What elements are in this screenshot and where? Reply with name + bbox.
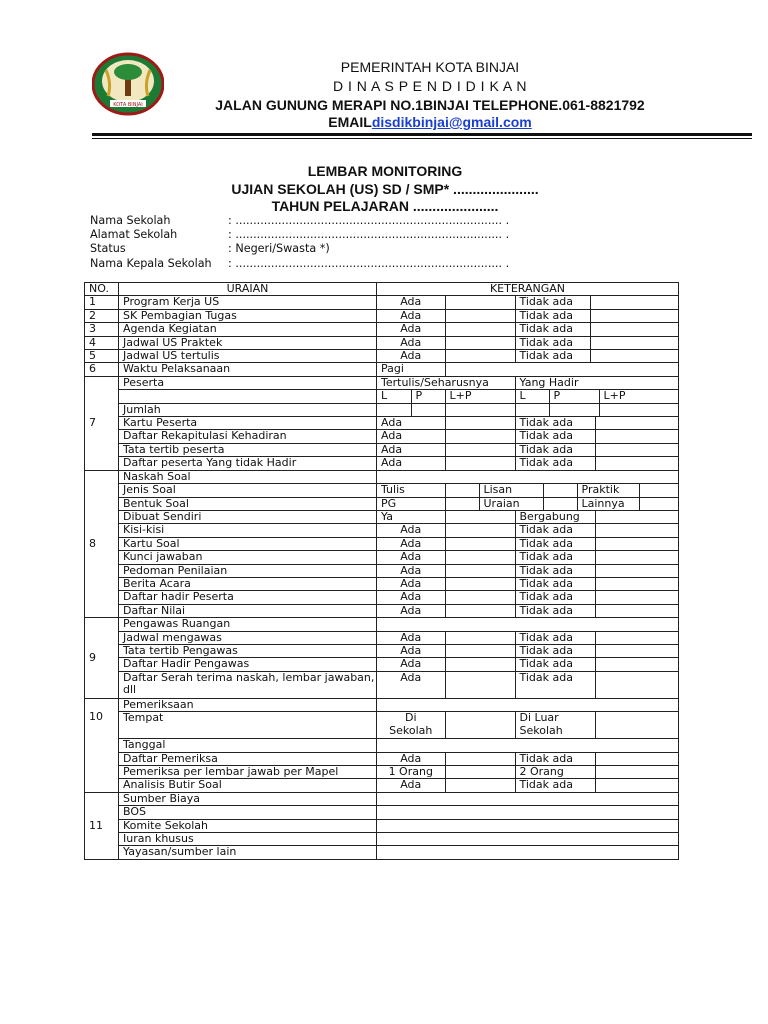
table-row	[85, 537, 679, 550]
table-cell: 9	[85, 618, 119, 699]
header-rule-thick	[92, 133, 752, 136]
table-cell	[445, 672, 515, 698]
table-cell: Jenis Soal	[119, 484, 377, 497]
table-cell	[377, 404, 411, 416]
table-cell: Tidak ada	[515, 753, 595, 765]
table-cell: Tidak ada	[515, 605, 595, 617]
table-cell	[595, 779, 679, 791]
table-cell	[445, 457, 515, 469]
table-cell: L+P	[599, 390, 679, 402]
table-cell: Tidak ada	[515, 524, 595, 536]
table-row	[85, 350, 679, 363]
table-cell	[595, 645, 679, 657]
keterangan-cell	[377, 457, 679, 470]
table-cell: Program Kerja US	[119, 296, 377, 309]
table-row	[85, 336, 679, 349]
keterangan-cell	[377, 551, 679, 564]
header-keterangan: KETERANGAN	[377, 283, 679, 296]
table-cell	[377, 819, 679, 832]
table-cell	[377, 739, 445, 751]
table-cell: Ada	[400, 564, 422, 577]
table-row	[85, 457, 679, 470]
table-cell	[543, 484, 577, 496]
table-cell: Di Luar Sekolah	[515, 712, 595, 738]
table-cell	[445, 310, 515, 322]
city-logo	[92, 52, 164, 116]
table-cell: 10	[85, 698, 119, 792]
table-cell	[515, 739, 595, 751]
table-cell: Daftar peserta Yang tidak Hadir	[119, 457, 377, 470]
table-cell: Daftar Serah terima naskah, lembar jawaban, dll	[119, 671, 377, 698]
table-cell: Ya	[381, 510, 393, 523]
table-cell: Tidak ada	[515, 578, 595, 590]
table-row	[85, 604, 679, 617]
keterangan-cell	[377, 510, 679, 523]
table-cell: Ada	[400, 604, 422, 617]
table-cell: Daftar Rekapitulasi Kehadiran	[119, 430, 377, 443]
table-cell	[595, 511, 679, 523]
keterangan-cell	[377, 537, 679, 550]
table-cell	[445, 363, 679, 375]
table-cell: Waktu Pelaksanaan	[119, 363, 377, 376]
title-line-3: TAHUN PELAJARAN ......................	[271, 198, 499, 214]
header-rule-thin	[92, 138, 752, 139]
table-cell: 2 Orang	[515, 766, 595, 778]
table-cell	[377, 792, 679, 805]
table-cell: Praktik	[577, 484, 639, 496]
table-cell	[445, 645, 515, 657]
table-cell: Daftar Nilai	[119, 604, 377, 617]
table-cell	[445, 484, 479, 496]
table-row	[85, 510, 679, 523]
table-cell: L	[381, 390, 388, 403]
table-row	[85, 846, 679, 859]
table-cell: Lisan	[479, 484, 543, 496]
keterangan-cell	[377, 336, 679, 349]
keterangan-cell	[377, 417, 679, 430]
table-cell	[445, 565, 515, 577]
table-cell: Tidak ada	[515, 444, 595, 456]
table-cell: Tertulis/Seharusnya	[381, 376, 489, 389]
table-cell: Lainnya	[577, 498, 639, 510]
table-cell: 5	[85, 350, 119, 363]
table-cell: Tidak ada	[515, 538, 595, 550]
table-cell	[445, 739, 515, 751]
keterangan-cell	[377, 484, 679, 497]
table-cell: Peserta	[119, 376, 377, 389]
table-cell	[590, 310, 679, 322]
keterangan-cell	[377, 376, 679, 389]
title-line-1: LEMBAR MONITORING	[307, 163, 463, 179]
table-cell	[411, 404, 445, 416]
table-cell: Kisi-kisi	[119, 524, 377, 537]
table-row	[85, 806, 679, 819]
table-cell: PG	[381, 497, 397, 510]
table-cell: L+P	[445, 390, 515, 402]
table-cell: Ada	[400, 577, 422, 590]
keterangan-cell	[377, 497, 679, 510]
table-cell	[590, 350, 679, 362]
table-cell: Kartu Peserta	[119, 417, 377, 430]
table-cell	[595, 417, 679, 429]
table-cell: 6	[85, 363, 119, 376]
header-uraian: URAIAN	[119, 283, 377, 296]
table-cell: Ada	[400, 671, 422, 684]
table-cell: Ada	[400, 336, 422, 349]
monitoring-table	[84, 282, 679, 860]
table-cell	[377, 618, 679, 631]
table-cell: Tidak ada	[515, 591, 595, 603]
table-cell: Pagi	[381, 363, 404, 376]
table-cell: Jumlah	[119, 403, 377, 416]
table-cell	[595, 565, 679, 577]
table-row	[85, 779, 679, 792]
table-row	[85, 551, 679, 564]
table-cell	[639, 498, 679, 510]
table-cell: Jadwal mengawas	[119, 631, 377, 644]
table-cell	[595, 658, 679, 670]
table-cell	[445, 323, 515, 335]
keterangan-cell	[377, 671, 679, 698]
info-row: Alamat Sekolah : ........................................................................... .	[90, 228, 510, 242]
keterangan-cell	[377, 309, 679, 322]
table-row	[85, 658, 679, 671]
table-cell: SK Pembagian Tugas	[119, 309, 377, 322]
table-cell	[595, 538, 679, 550]
email-link[interactable]: disdikbinjai@gmail.com	[371, 114, 532, 130]
table-cell: Ada	[400, 631, 422, 644]
table-cell	[549, 404, 599, 416]
table-cell: Ada	[381, 443, 403, 456]
table-row	[85, 363, 679, 376]
table-cell: Tidak ada	[515, 632, 595, 644]
table-cell: Tidak ada	[515, 551, 595, 563]
table-cell	[543, 498, 577, 510]
table-cell	[599, 404, 679, 416]
table-cell	[590, 337, 679, 349]
table-cell: Tanggal	[119, 739, 377, 752]
table-cell	[119, 390, 377, 403]
table-row	[85, 417, 679, 430]
table-cell: Ada	[381, 417, 403, 430]
table-cell	[595, 430, 679, 442]
table-cell	[445, 658, 515, 670]
table-cell: Analisis Butir Soal	[119, 779, 377, 792]
table-cell: Tidak ada	[515, 457, 595, 469]
table-cell: Ada	[400, 309, 422, 322]
table-cell: Kunci jawaban	[119, 551, 377, 564]
table-cell: Ada	[400, 591, 422, 604]
table-cell: Tidak ada	[515, 337, 590, 349]
table-cell: BOS	[119, 806, 377, 819]
table-cell	[445, 444, 515, 456]
table-cell	[445, 779, 515, 791]
table-row	[85, 524, 679, 537]
keterangan-cell	[377, 390, 679, 403]
table-cell	[377, 833, 679, 846]
table-cell: Dibuat Sendiri	[119, 510, 377, 523]
table-cell: P	[549, 390, 599, 402]
table-cell	[595, 632, 679, 644]
table-cell	[445, 591, 515, 603]
keterangan-cell	[377, 644, 679, 657]
table-cell: Pengawas Ruangan	[119, 618, 377, 631]
table-cell: Di Sekolah	[389, 712, 433, 737]
table-row	[85, 484, 679, 497]
table-cell	[445, 404, 515, 416]
header-email-line	[180, 113, 680, 132]
table-cell: 8	[85, 470, 119, 617]
table-cell: Kartu Soal	[119, 537, 377, 550]
table-cell: Komite Sekolah	[119, 819, 377, 832]
table-cell	[590, 296, 679, 308]
table-row	[85, 739, 679, 752]
table-row	[85, 430, 679, 443]
table-cell	[595, 766, 679, 778]
table-cell: Jadwal US tertulis	[119, 350, 377, 363]
table-row	[85, 591, 679, 604]
table-cell: Tidak ada	[515, 779, 595, 791]
table-cell: Ada	[400, 658, 422, 671]
table-cell: Ada	[381, 457, 403, 470]
table-row	[85, 752, 679, 765]
table-cell	[595, 457, 679, 469]
table-cell	[445, 632, 515, 644]
logo-text: KOTA BINJAI	[113, 102, 143, 108]
table-cell	[445, 296, 515, 308]
table-cell: 3	[85, 323, 119, 336]
table-row	[85, 577, 679, 590]
table-cell: Ada	[400, 323, 422, 336]
table-cell: Yang Hadir	[515, 377, 679, 389]
table-cell	[595, 739, 679, 751]
table-row	[85, 712, 679, 739]
table-cell: Tidak ada	[515, 350, 590, 362]
table-cell: Pemeriksa per lembar jawab per Mapel	[119, 766, 377, 779]
header-line-2: D I N A S P E N D I D I K A N	[333, 78, 527, 94]
table-cell	[445, 766, 515, 778]
table-cell: Ada	[400, 537, 422, 550]
table-cell: Tempat	[119, 712, 377, 739]
table-header-row	[85, 283, 679, 296]
table-row	[85, 309, 679, 322]
school-info	[90, 214, 509, 271]
table-row	[85, 470, 679, 483]
keterangan-cell	[377, 323, 679, 336]
table-cell	[445, 417, 515, 429]
table-cell	[595, 753, 679, 765]
table-cell: 11	[85, 792, 119, 859]
table-cell	[445, 337, 515, 349]
table-cell: Ada	[400, 644, 422, 657]
table-cell	[377, 846, 679, 859]
keterangan-cell	[377, 779, 679, 792]
table-cell: Ada	[400, 551, 422, 564]
table-row	[85, 698, 679, 711]
table-cell	[445, 712, 515, 738]
table-cell	[377, 470, 679, 483]
table-cell	[445, 430, 515, 442]
keterangan-cell	[377, 658, 679, 671]
keterangan-cell	[377, 363, 679, 376]
table-cell	[445, 498, 479, 510]
table-cell: Ada	[400, 296, 422, 309]
keterangan-cell	[377, 350, 679, 363]
table-cell	[590, 323, 679, 335]
table-cell: Tidak ada	[515, 645, 595, 657]
table-row	[85, 564, 679, 577]
header-no: NO.	[85, 283, 119, 296]
table-cell: 2	[85, 309, 119, 322]
table-cell: L	[515, 390, 549, 402]
keterangan-cell	[377, 443, 679, 456]
table-cell	[639, 484, 679, 496]
table-cell: Bentuk Soal	[119, 497, 377, 510]
table-row	[85, 390, 679, 403]
table-cell	[445, 605, 515, 617]
keterangan-cell	[377, 712, 679, 739]
table-cell: Tata tertib Pengawas	[119, 644, 377, 657]
table-row	[85, 792, 679, 805]
header-line-3: JALAN GUNUNG MERAPI NO.1BINJAI TELEPHONE.061-8821792	[215, 97, 645, 113]
keterangan-cell	[377, 430, 679, 443]
email-label: EMAIL	[328, 114, 372, 130]
info-row: Nama Sekolah : ........................................................................... .	[90, 214, 510, 227]
table-cell: Tidak ada	[515, 417, 595, 429]
keterangan-cell	[377, 296, 679, 309]
table-cell: Tidak ada	[515, 672, 595, 698]
table-row	[85, 631, 679, 644]
table-cell	[595, 605, 679, 617]
info-row: Status : Negeri/Swasta *)	[90, 242, 330, 256]
table-cell	[445, 350, 515, 362]
table-cell	[595, 591, 679, 603]
table-row	[85, 618, 679, 631]
table-row	[85, 403, 679, 416]
table-cell	[595, 672, 679, 698]
keterangan-cell	[377, 604, 679, 617]
table-cell	[595, 444, 679, 456]
table-cell: Tidak ada	[515, 296, 590, 308]
keterangan-cell	[377, 591, 679, 604]
header-line-1: PEMERINTAH KOTA BINJAI	[340, 59, 520, 75]
table-cell	[595, 578, 679, 590]
table-cell: Tidak ada	[515, 310, 590, 322]
table-row	[85, 671, 679, 698]
table-cell: Iuran khusus	[119, 833, 377, 846]
table-cell	[445, 538, 515, 550]
table-cell	[445, 551, 515, 563]
table-cell: Pemeriksaan	[119, 698, 377, 711]
table-cell: Tidak ada	[515, 323, 590, 335]
keterangan-cell	[377, 631, 679, 644]
table-cell: Tidak ada	[515, 430, 595, 442]
table-cell: Ada	[400, 350, 422, 363]
table-cell	[445, 753, 515, 765]
table-cell: 1	[85, 296, 119, 309]
table-cell	[445, 578, 515, 590]
table-cell: Ada	[381, 430, 403, 443]
table-row	[85, 323, 679, 336]
table-cell: Agenda Kegiatan	[119, 323, 377, 336]
table-cell	[445, 524, 515, 536]
table-cell: P	[411, 390, 445, 402]
keterangan-cell	[377, 403, 679, 416]
info-row: Nama Kepala Sekolah : ........................................................................... .	[90, 256, 510, 270]
table-row	[85, 644, 679, 657]
table-cell: Yayasan/sumber lain	[119, 846, 377, 859]
table-cell: Ada	[400, 779, 422, 792]
table-cell	[595, 524, 679, 536]
table-cell: Tidak ada	[515, 658, 595, 670]
table-row	[85, 497, 679, 510]
table-cell: Ada	[400, 752, 422, 765]
table-row	[85, 766, 679, 779]
table-cell: Tulis	[381, 484, 405, 497]
table-cell	[377, 698, 679, 711]
table-cell: Daftar hadir Peserta	[119, 591, 377, 604]
table-cell: Daftar Pemeriksa	[119, 752, 377, 765]
table-cell	[595, 712, 679, 738]
title-line-2: UJIAN SEKOLAH (US) SD / SMP* ......................	[231, 181, 539, 197]
table-cell: Naskah Soal	[119, 470, 377, 483]
table-cell: 4	[85, 336, 119, 349]
table-row	[85, 443, 679, 456]
table-row	[85, 376, 679, 389]
table-row	[85, 819, 679, 832]
table-cell	[377, 806, 679, 819]
table-cell	[445, 511, 515, 523]
table-cell: Jadwal US Praktek	[119, 336, 377, 349]
table-cell: 1 Orang	[388, 766, 433, 778]
table-cell: 7	[85, 376, 119, 470]
keterangan-cell	[377, 524, 679, 537]
table-cell: Uraian	[479, 498, 543, 510]
keterangan-cell	[377, 577, 679, 590]
table-cell: Tata tertib peserta	[119, 443, 377, 456]
table-cell: Bergabung	[515, 511, 595, 523]
table-cell: Berita Acara	[119, 577, 377, 590]
table-cell: Daftar Hadir Pengawas	[119, 658, 377, 671]
keterangan-cell	[377, 739, 679, 752]
table-cell	[595, 551, 679, 563]
keterangan-cell	[377, 752, 679, 765]
table-cell: Tidak ada	[515, 565, 595, 577]
table-cell	[515, 404, 549, 416]
table-cell: Pedoman Penilaian	[119, 564, 377, 577]
table-row	[85, 296, 679, 309]
table-cell: Sumber Biaya	[119, 792, 377, 805]
table-row	[85, 833, 679, 846]
keterangan-cell	[377, 766, 679, 779]
table-cell: Ada	[400, 524, 422, 537]
keterangan-cell	[377, 564, 679, 577]
